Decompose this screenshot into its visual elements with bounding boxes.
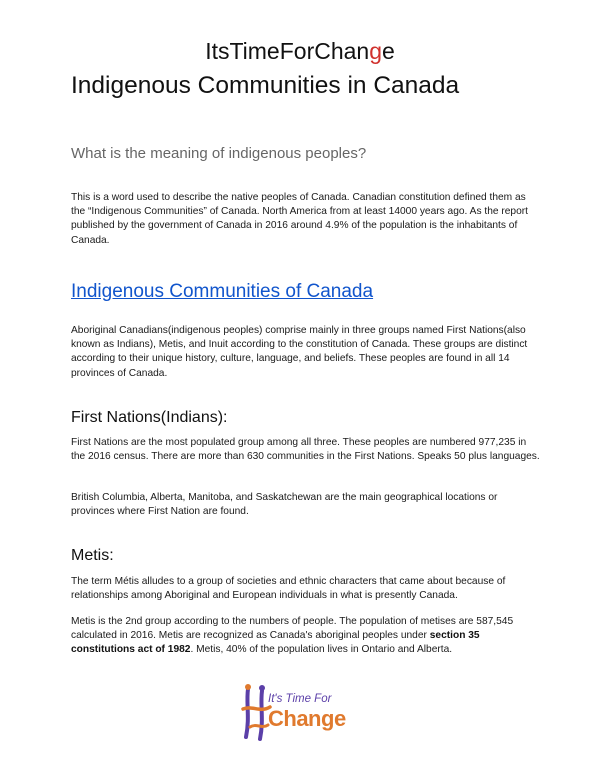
- logo-text-line1: It's Time For: [268, 693, 332, 705]
- page-title: Indigenous Communities in Canada: [71, 72, 460, 99]
- brand-title: [0, 38, 600, 65]
- metis-paragraph-2-bold: section 35 constitutions act of 1982: [71, 630, 480, 656]
- first-nations-heading: First Nations(Indians):: [71, 409, 228, 426]
- intro-question-heading: What is the meaning of indigenous peoples?: [71, 145, 367, 162]
- metis-paragraph-2-end: . Metis, 40% of the population lives in Ontario and Alberta.: [190, 644, 453, 656]
- metis-paragraph-1: The term Métis alludes to a group of societies and ethnic characters that came about because of relationships among Aboriginal and European individuals in what is presently Canada.: [71, 576, 506, 602]
- intro-paragraph: This is a word used to describe the native peoples of Canada. Canadian constitution defined them as the “Indigenous Communities” of Canada. North America from at least 14000 years ago. As the report published by the government of Canada in 2016 around 4.9% of the population is the inhabitants of Canada.: [71, 192, 528, 246]
- its-time-for-change-logo: [240, 683, 360, 743]
- first-nations-paragraph-2: British Columbia, Alberta, Manitoba, and Saskatchewan are the main geographical locations or provinces where First Nation are found.: [71, 492, 498, 518]
- logo-text-line2: Change: [268, 706, 346, 731]
- brand-title-accent: g: [369, 38, 383, 64]
- communities-heading-link[interactable]: Indigenous Communities of Canada: [71, 281, 374, 302]
- first-nations-paragraph-1: First Nations are the most populated group among all three. These peoples are numbered 977,235 in the 2016 census. There are more than 630 communities in the First Nations. Speaks 50 plus languages.: [71, 437, 540, 463]
- brand-title-suffix: e: [382, 38, 395, 64]
- brand-title-prefix: ItsTimeForChan: [205, 38, 370, 64]
- metis-paragraph-2: [71, 615, 541, 658]
- metis-heading: Metis:: [71, 547, 114, 564]
- metis-paragraph-2-start: Metis is the 2nd group according to the numbers of people. The population of metises are 587,545 calculated in 2016. Metis are recognized as Canada's aboriginal peoples under: [71, 616, 514, 642]
- communities-paragraph: Aboriginal Canadians(indigenous peoples) comprise mainly in three groups named First Nations(also known as Indians), Metis, and Inuit according to the constitution of Canada. These groups are distinct according to their unique history, culture, language, and beliefs. These peoples are found in all 14 provinces of Canada.: [71, 325, 528, 379]
